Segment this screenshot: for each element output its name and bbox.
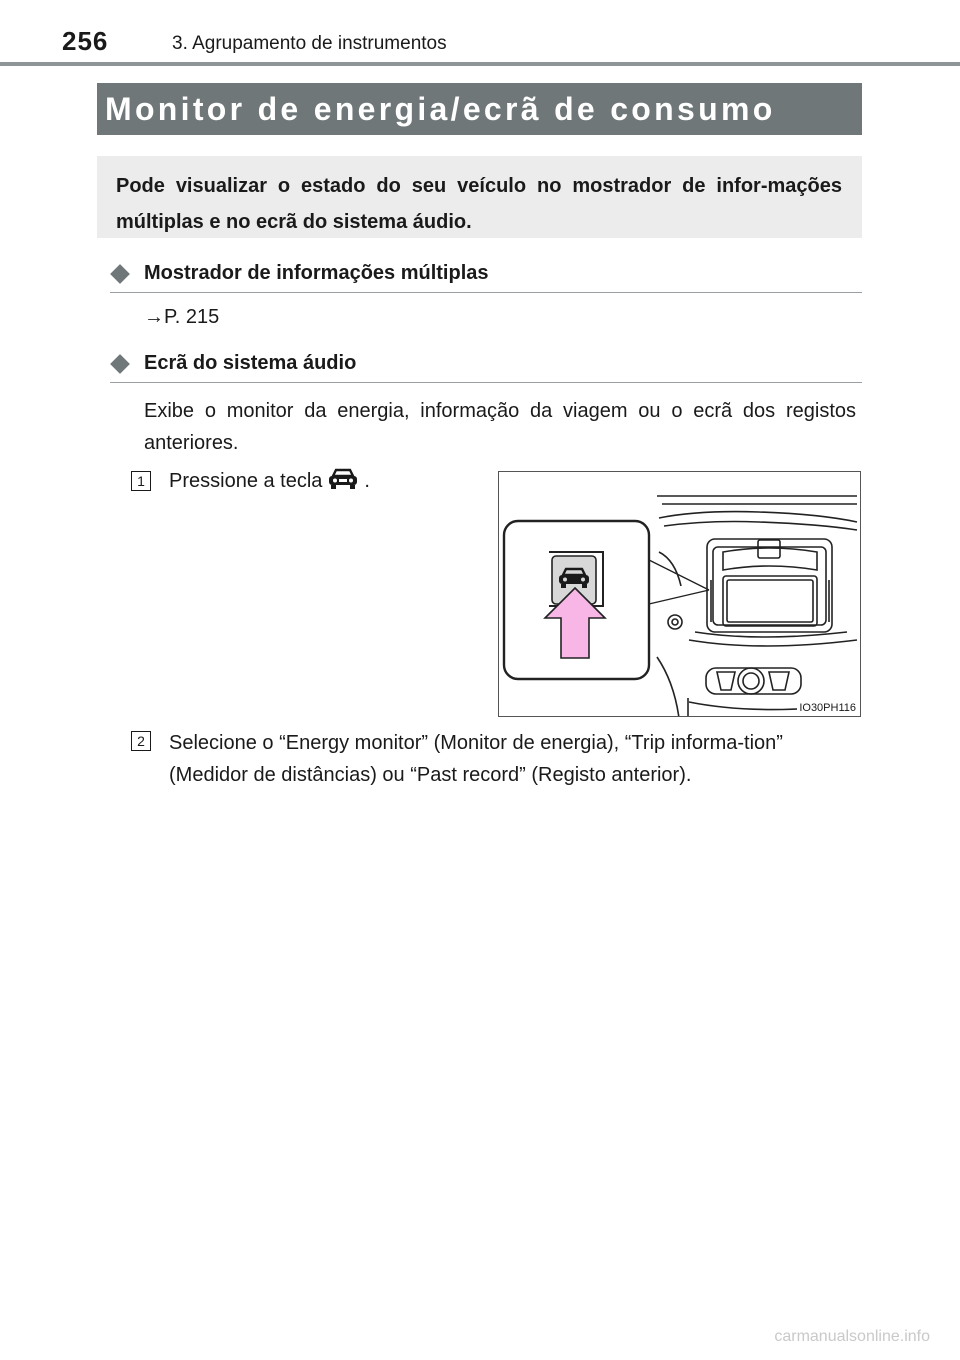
subsection-title: Mostrador de informações múltiplas [144,262,489,284]
chapter-title: 3. Agrupamento de instrumentos [172,33,447,54]
diamond-bullet-icon [110,264,130,284]
page-reference-link[interactable]: →P. 215 [144,306,220,328]
subsection-heading-audio-screen [110,352,862,383]
step-2-text: Selecione o “Energy monitor” (Monitor de energia), “Trip informa-tion” (Medidor de distâncias) ou “Past record” (Registo anterior). [169,732,783,786]
intro-text: Pode visualizar o estado do seu veículo no mostrador de infor-mações múltiplas e no ecrã do sistema áudio. [116,175,842,233]
step-number-badge: 2 [131,731,151,751]
page-number: 256 [62,26,109,56]
header-divider [0,62,960,66]
step-number-badge: 1 [131,471,151,491]
watermark: carmanualsonline.info [774,1328,930,1345]
page-title: Monitor de energia/ecrã de consumo [105,91,776,127]
page-header [0,0,960,66]
subsection-heading-multi-info [110,262,862,293]
dashboard-drawing [499,472,861,717]
step-1-text-after: . [364,470,370,492]
body-paragraph: Exibe o monitor da energia, informação da viagem ou o ecrã dos registos anteriores. [144,400,856,454]
car-button-icon [326,467,360,497]
step-1-text-before: Pressione a tecla [169,470,323,492]
section-title-bar [97,83,862,135]
diamond-bullet-icon [110,354,130,374]
step-1-text [169,467,370,497]
figure-code: IO30PH116 [799,702,856,714]
intro-box [97,156,862,238]
dashboard-illustration [498,471,861,717]
subsection-title: Ecrã do sistema áudio [144,352,357,374]
